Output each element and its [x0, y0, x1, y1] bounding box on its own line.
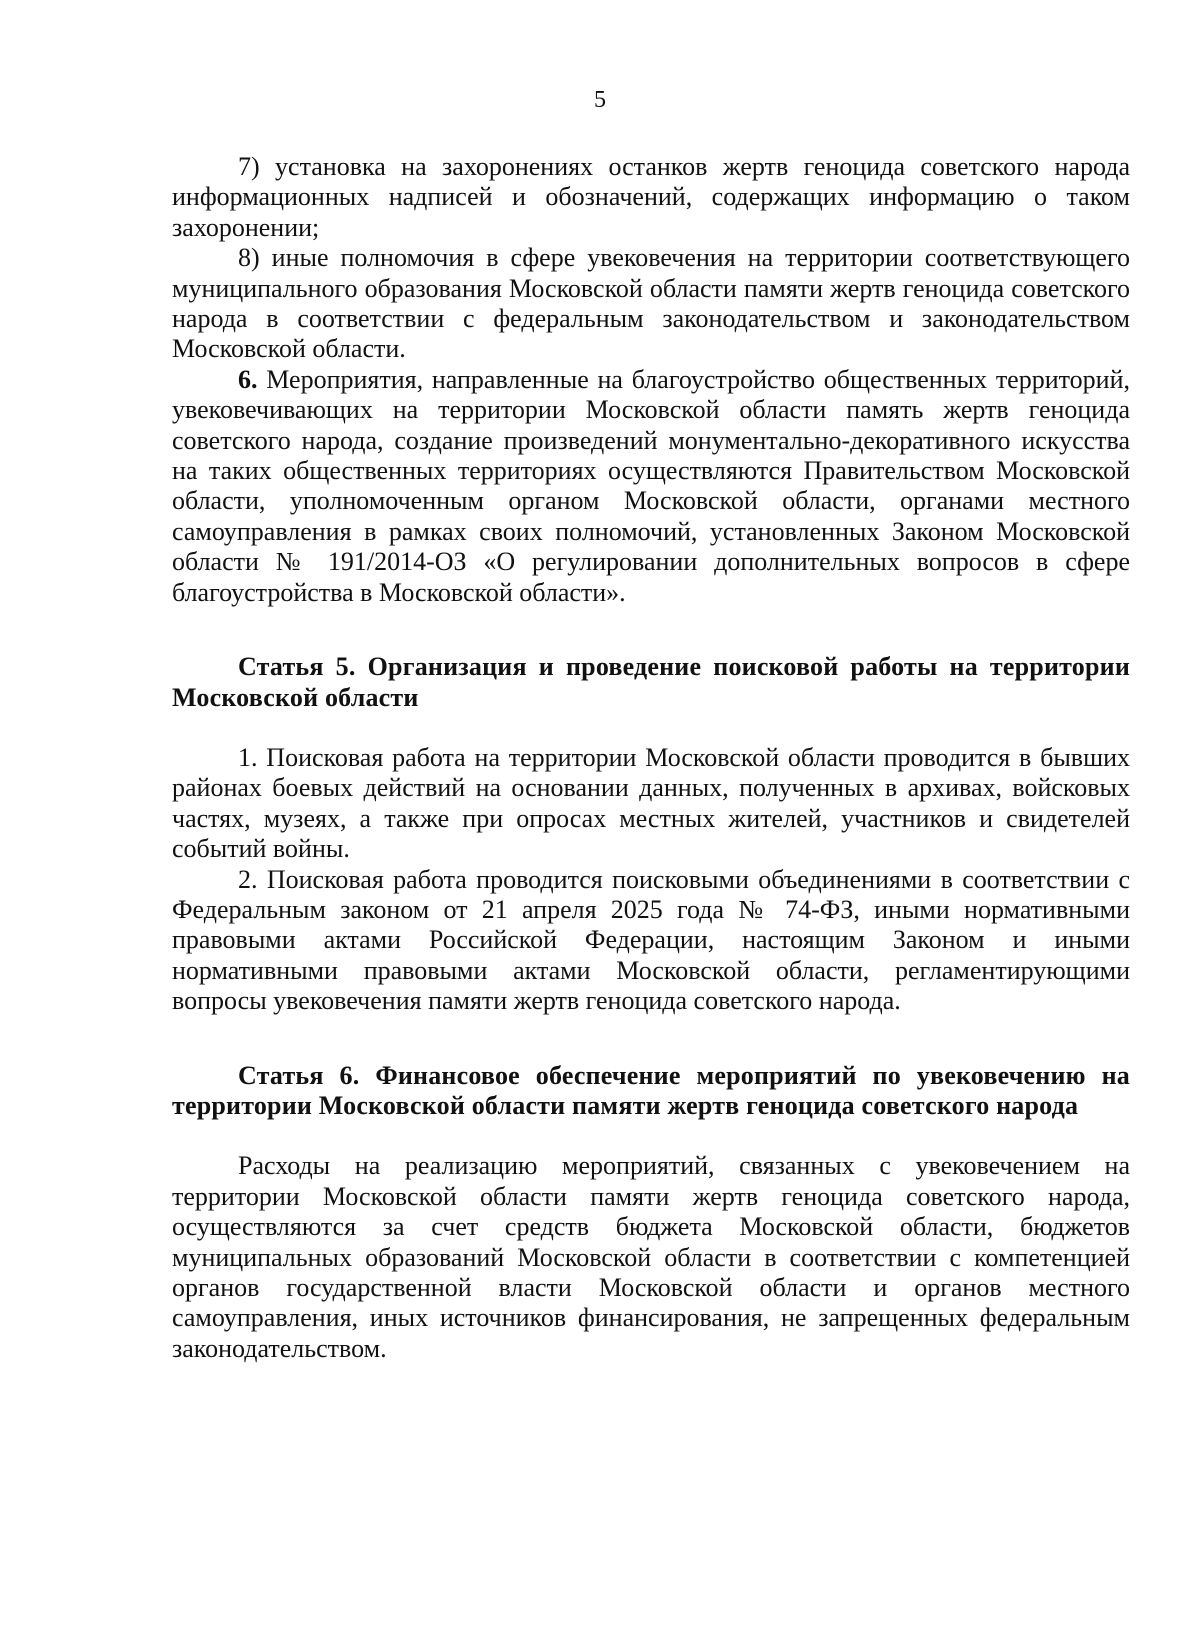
paragraph-item-8: 8) иные полномочия в сфере увековечения на территории соответствующего муниципального образования Московской области памяти жертв геноцида советского народа в соответствии с федеральным законодательством и законодательством Московской области.: [172, 243, 1130, 364]
spacer: [172, 1121, 1130, 1151]
article-5-paragraph-2: 2. Поисковая работа проводится поисковыми объединениями в соответствии с Федеральным законом от 21 апреля 2025 года № 74-ФЗ, иными нормативными правовыми актами Российской Федерации, настоящим Законом и иными нормативными правовыми актами Московской области, регламентирующими вопросы увековечения памяти жертв геноцида советского народа.: [172, 864, 1130, 1016]
article-6-heading: Статья 6. Финансовое обеспечение мероприятий по увековечению на территории Московской области памяти жертв геноцида советского народа: [172, 1060, 1130, 1120]
spacer: [172, 713, 1130, 743]
paragraph-section-6-number: 6.: [238, 364, 258, 394]
paragraph-section-6: [172, 365, 1130, 608]
paragraph-item-7: 7) установка на захоронениях останков жертв геноцида советского народа информационных надписей и обозначений, содержащих информацию о таком захоронении;: [172, 152, 1130, 242]
paragraph-section-6-text: Мероприятия, направленные на благоустройство общественных территорий, увековечивающих на территории Московской области память жертв геноцида советского народа, создание произведений монументально-декоративного искусства на таких общественных территориях осуществляются Правительством Московской области, уполномоченным органом Московской области, органами местного самоуправления в рамках своих полномочий, установленных Законом Московской области № 191/2014-ОЗ «О регулировании дополнительных вопросов в сфере благоустройства в Московской области».: [172, 364, 1130, 607]
spacer: [172, 1017, 1130, 1061]
page-number: 5: [594, 87, 606, 113]
article-6-paragraph-1: Расходы на реализацию мероприятий, связанных с увековечением на территории Московской области памяти жертв геноцида советского народа, осуществляются за счет средств бюджета Московской области, бюджетов муниципальных образований Московской области в соответствии с компетенцией органов государственной власти Московской области и органов местного самоуправления, иных источников финансирования, не запрещенных федеральным законодательством.: [172, 1151, 1130, 1363]
article-5-heading: Статья 5. Организация и проведение поисковой работы на территории Московской области: [172, 652, 1130, 712]
document-body: [172, 152, 1130, 1364]
article-5-paragraph-1: 1. Поисковая работа на территории Московской области проводится в бывших районах боевых действий на основании данных, полученных в архивах, войсковых частях, музеях, а также при опросах местных жителей, участников и свидетелей событий войны.: [172, 742, 1130, 864]
spacer: [172, 608, 1130, 652]
